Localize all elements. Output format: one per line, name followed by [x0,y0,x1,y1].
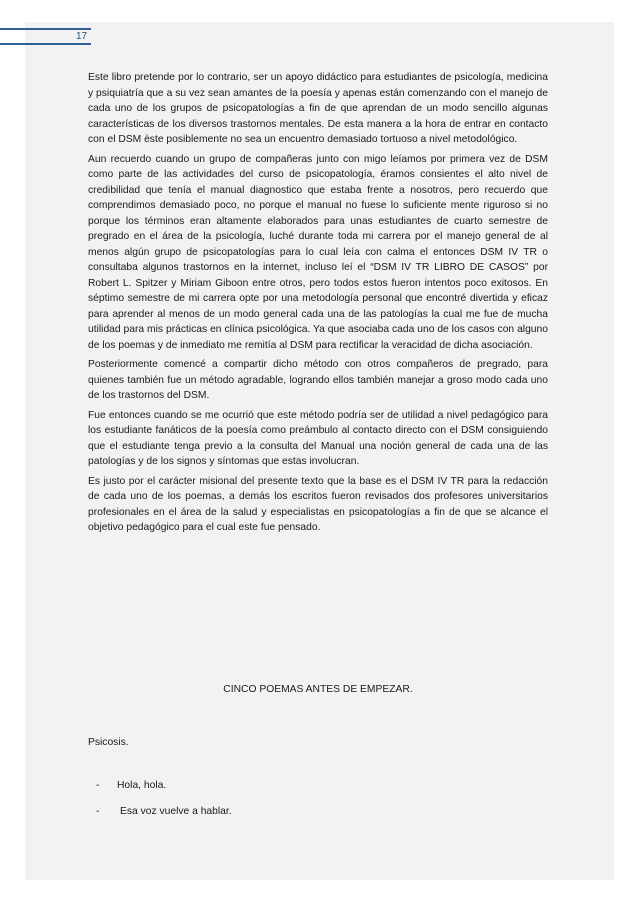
paragraph-purpose: Es justo por el carácter misional del presente texto que la base es el DSM IV TR para la redacción de cada uno de los poemas, a demás los escritos fueron revisados dos profesores universitarios profesionales en el área de la salud y especialistas en psicopatologías a fin de que se alcance el objetivo pedagógico para el cual este fue pensado. [88,475,548,533]
section-title: CINCO POEMAS ANTES DE EMPEZAR. [223,684,413,695]
paragraph-intro: Este libro pretende por lo contrario, ser un apoyo didáctico para estudiantes de psicología, medicina y psiquiatría que a su vez sean amantes de la poesía y apenas están comenzando con el manejo de cada uno de los grupos de psicopatologías a fin de que aprendan de un modo sencillo algunas características de los diversos trastornos mentales. De esta manera a la hora de entrar en contacto con el DSM èste posiblemente no sea un encuentro demasiado tortuoso a nivel metodológico. [88,72,548,145]
paragraph-memory: Aun recuerdo cuando un grupo de compañeras junto con migo leíamos por primera vez de DSM como parte de las actividades del curso de psicopatología, éramos consientes el alto nivel de credibilidad que tenía el manual diagnostico que estaba frente a nosotros, pero recuerdo que comprendimos demasiado poco, no porque el manual no fuese lo suficiente mente riguroso si no porque los términos eran altamente elaborados para unas estudiantes de cuarto semestre de pregrado en el área de la psicología, luché durante toda mi carrera por el manejo general de al menos algún grupo de psicopatologías para lo cual leía con calma el entonces DSM IV TR o consultaba algunos trastornos en la internet, incluso leí el “DSM IV TR LIBRO DE CASOS” por Robert L. Spitzer y Miriam Giboon entre otros, pero todos estos fueron intentos poco exitosos. En séptimo semestre de mi carrera opte por una metodología personal que encontré divertida y eficaz para aprender al menos de un modo general cada una de las patologías la cual me fue de mucha utilidad para mis prácticas en clínica psicológica. Ya que asociaba cada uno de los casos con alguno de los poemas y de inmediato me remitía al DSM para rectificar la veracidad de dicha asociación. [88,153,548,351]
poem-line-text: Esa voz vuelve a hablar. [120,806,232,817]
body-text [88,70,548,540]
poem-line-text: Hola, hola. [117,780,167,791]
poem-line-dash: - [96,806,100,817]
poem-title: Psicosis. [88,737,129,748]
paragraph-idea: Fue entonces cuando se me ocurrió que este método podría ser de utilidad a nivel pedagógico para los estudiante fanáticos de la poesía como preámbulo al contacto directo con el DSM consiguiendo que el estudiante tenga previo a la consulta del Manual una noción general de cada una de las patologías y de los signos y síntomas que estas involucran. [88,409,548,467]
poem-line-dash: - [96,780,100,791]
paragraph-sharing: Posteriormente comencé a compartir dicho método con otros compañeros de pregrado, para quienes también fue un método agradable, logrando ellos también manejar a groso modo cada uno de los trastornos del DSM. [88,359,548,401]
page-number: 17 [76,31,88,42]
